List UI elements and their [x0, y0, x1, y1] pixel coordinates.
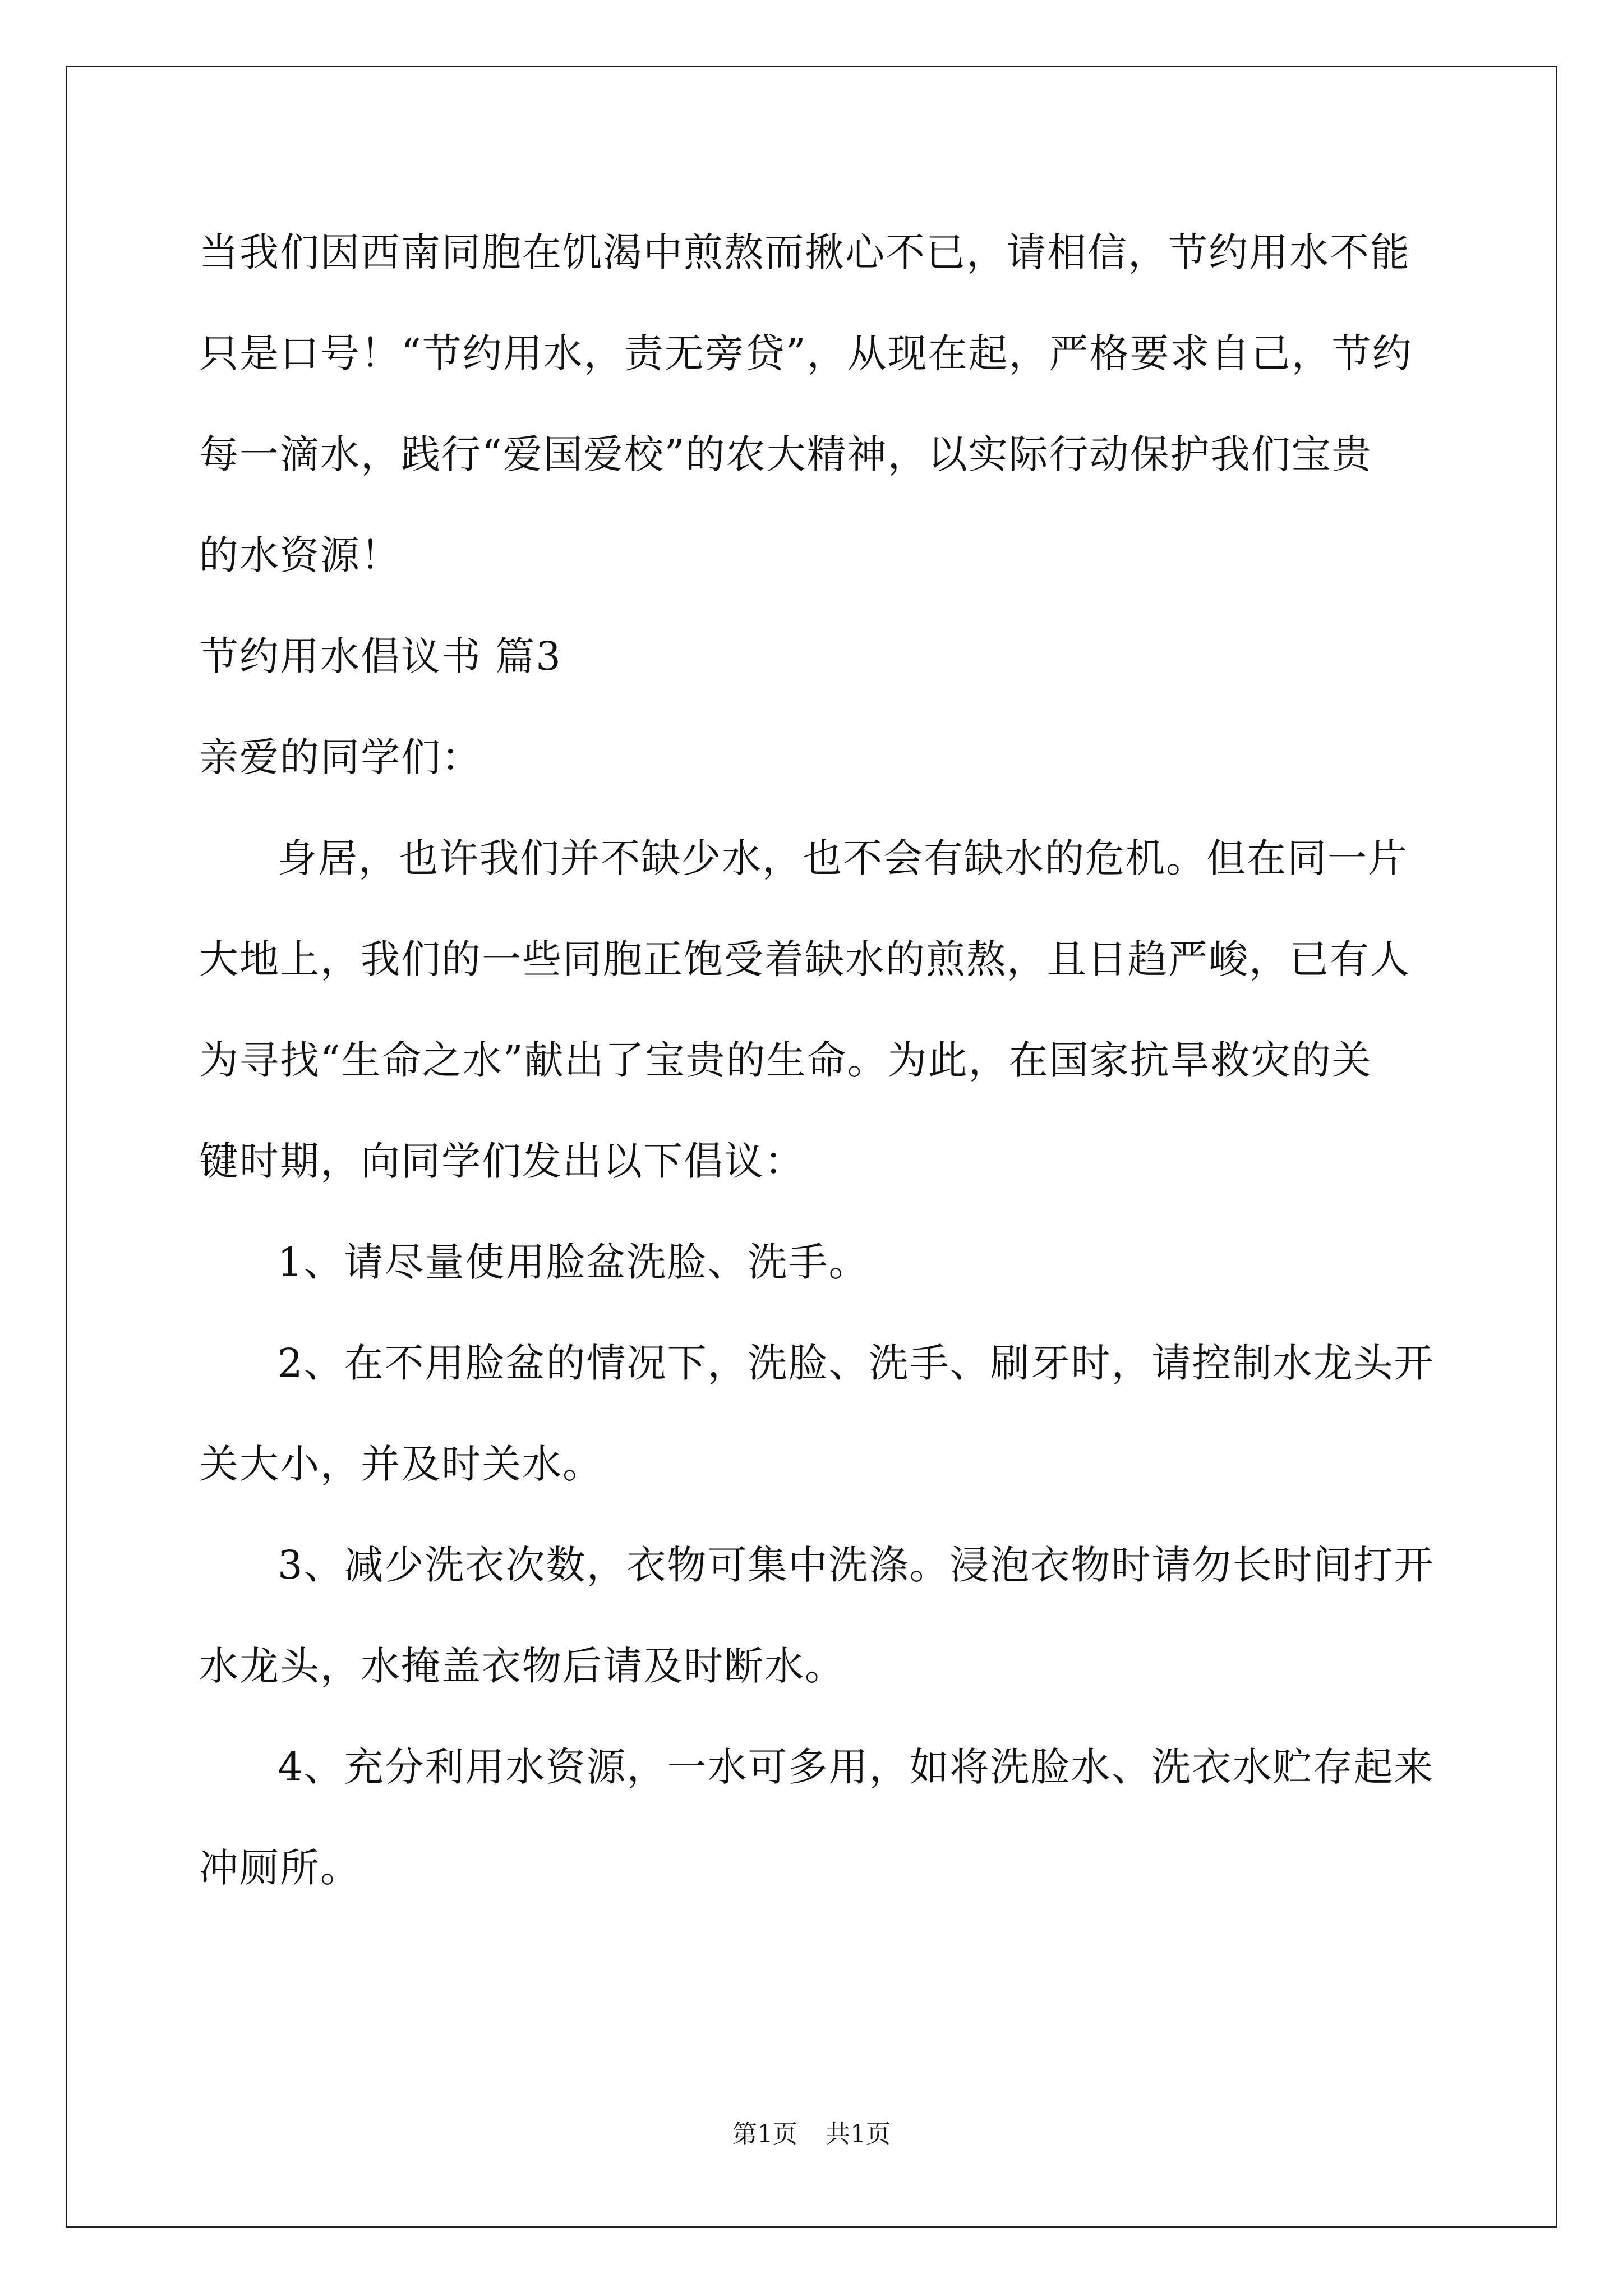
- body-text-line: 键时期，向同学们发出以下倡议：: [199, 1138, 805, 1184]
- body-text-line: 当我们因西南同胞在饥渴中煎熬而揪心不已，请相信，节约用水不能: [199, 229, 1410, 275]
- section-heading: 节约用水倡议书 篇3: [199, 633, 562, 679]
- page-total: 共1页: [826, 2120, 891, 2148]
- list-item: 4、充分利用水资源，一水可多用，如将洗脸水、洗衣水贮存起来: [278, 1744, 1435, 1790]
- page-footer: [0, 2118, 1623, 2151]
- body-text-line: 的水资源！: [199, 532, 401, 578]
- list-item-continuation: 冲厕所。: [199, 1845, 361, 1891]
- list-item-continuation: 关大小，并及时关水。: [199, 1441, 603, 1487]
- body-text-line: 为寻找“生命之水”献出了宝贵的生命。为此，在国家抗旱救灾的关: [199, 1037, 1372, 1083]
- salutation: 亲爱的同学们：: [199, 734, 482, 780]
- list-item-continuation: 水龙头，水掩盖衣物后请及时断水。: [199, 1643, 845, 1689]
- list-item: 1、请尽量使用脸盆洗脸、洗手。: [278, 1239, 869, 1285]
- body-text-line: 大地上，我们的一些同胞正饱受着缺水的煎熬，且日趋严峻，已有人: [199, 936, 1410, 982]
- list-item: 2、在不用脸盆的情况下，洗脸、洗手、刷牙时，请控制水龙头开: [278, 1340, 1435, 1386]
- body-text-line: 只是口号！“节约用水，责无旁贷”，从现在起，严格要求自己，节约: [199, 330, 1413, 376]
- body-text-line: 每一滴水，践行“爱国爱校”的农大精神，以实际行动保护我们宝贵: [199, 431, 1372, 477]
- body-text-line: 身居，也许我们并不缺少水，也不会有缺水的危机。但在同一片: [278, 835, 1408, 881]
- page-number: 第1页: [732, 2120, 797, 2148]
- list-item: 3、减少洗衣次数，衣物可集中洗涤。浸泡衣物时请勿长时间打开: [278, 1542, 1435, 1588]
